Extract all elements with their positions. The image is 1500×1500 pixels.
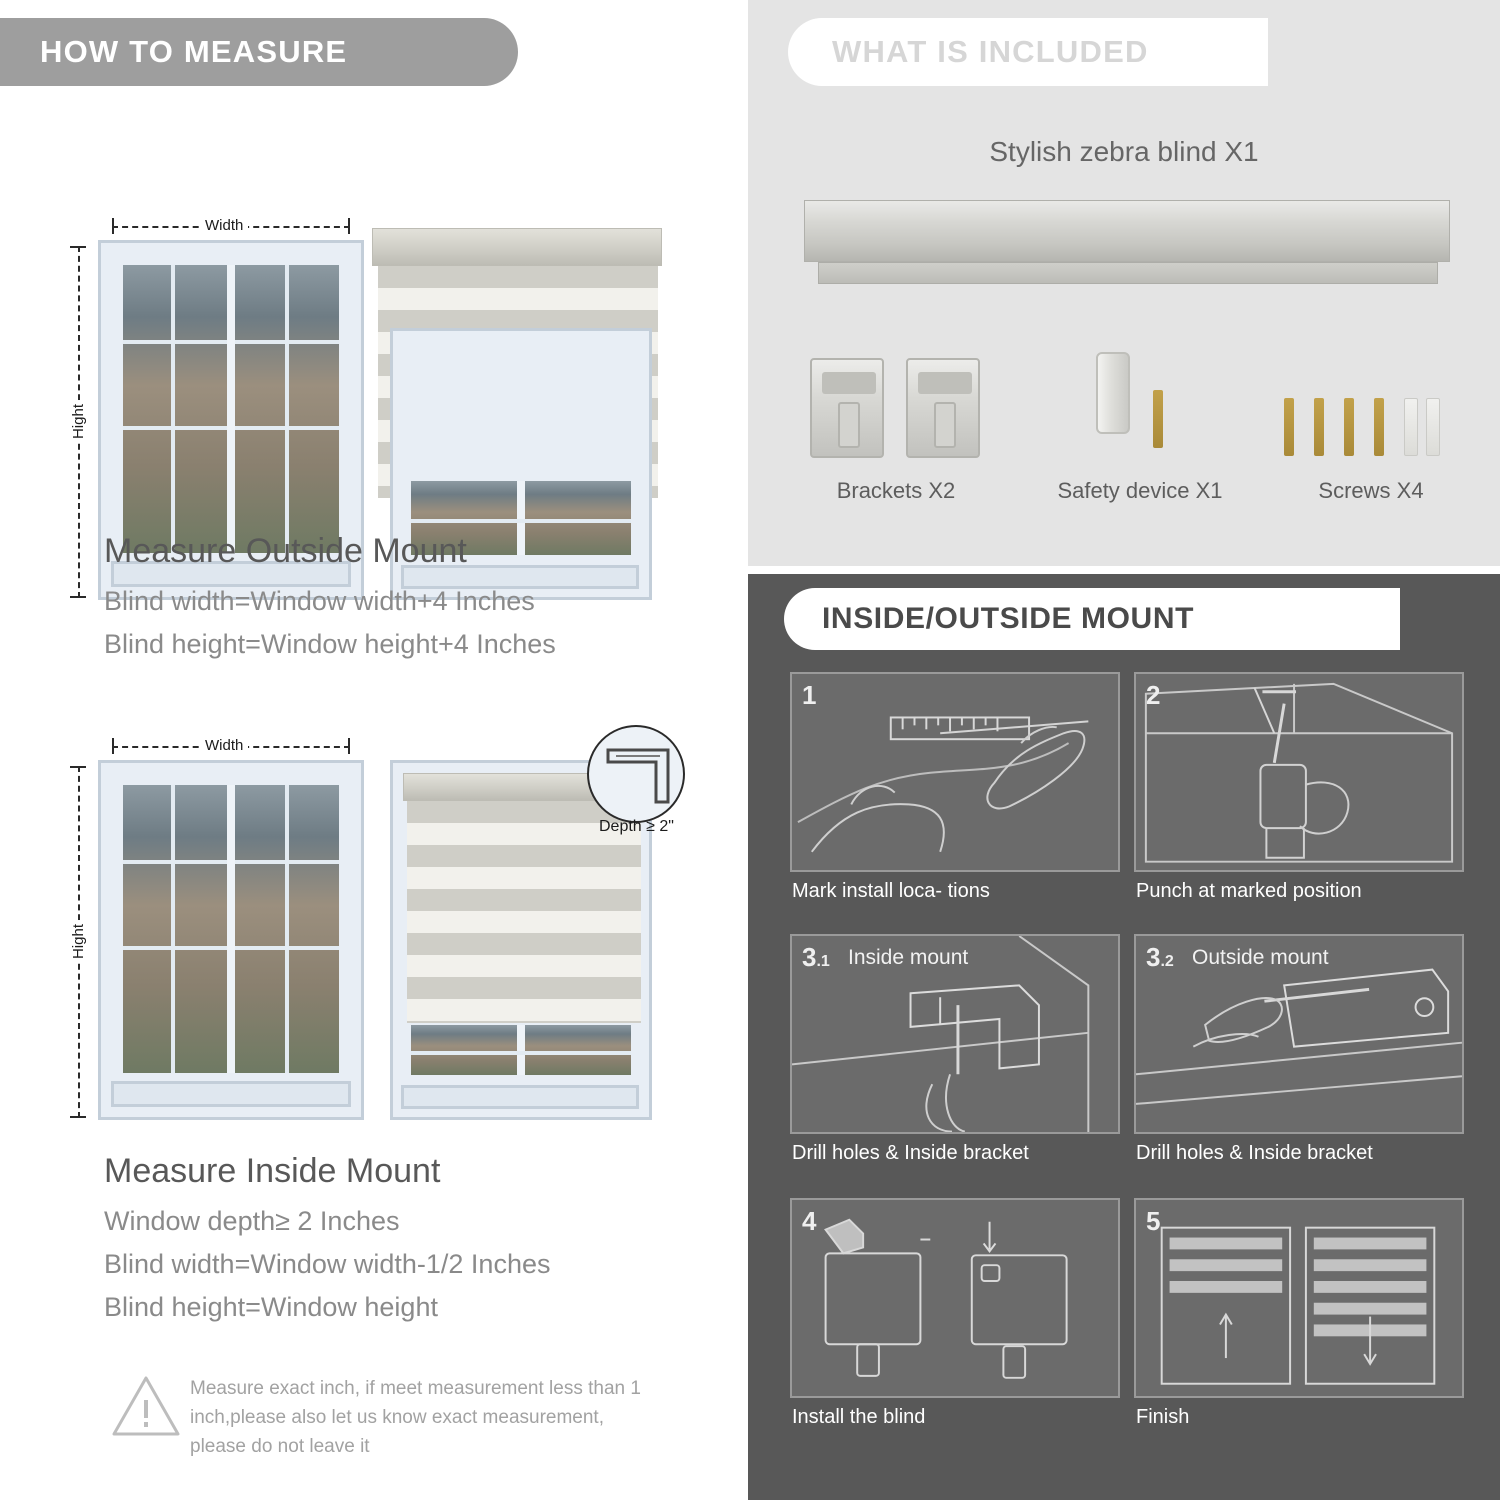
what-is-included-panel <box>748 0 1500 566</box>
mount-banner-label: INSIDE/OUTSIDE MOUNT <box>822 602 1195 635</box>
window-inside-sill <box>111 1081 351 1107</box>
outside-mount-illustration <box>0 100 740 520</box>
safety-device-label: Safety device X1 <box>1057 478 1223 503</box>
outside-blind-headrail <box>372 228 662 266</box>
safety-device-part <box>1096 352 1130 434</box>
step-2-sketch-icon <box>1136 674 1462 872</box>
mount-steps-panel <box>748 574 1500 1500</box>
inside-width-tick-right <box>348 738 350 754</box>
step-3-1-number: 3.1 <box>802 942 830 972</box>
outside-width-tick-left <box>112 218 114 234</box>
step-card-2 <box>1134 672 1464 872</box>
warning-triangle-icon <box>110 1370 182 1442</box>
safety-screw-part <box>1153 390 1163 448</box>
step-3-1-inline-label: Inside mount <box>848 946 969 969</box>
step-3-2-number: 3.2 <box>1146 942 1174 972</box>
inside-mount-line-2: Blind width=Window width-1/2 Inches <box>104 1249 551 1279</box>
outside-mount-title: Measure Outside Mount <box>104 532 467 570</box>
what-is-included-banner-label: WHAT IS INCLUDED <box>832 34 1149 69</box>
screw-part-2 <box>1314 398 1324 456</box>
inside-depth-label: Depth ≥ 2" <box>599 818 674 835</box>
outside-width-tick-right <box>348 218 350 234</box>
zebra-blind-rail <box>804 200 1450 262</box>
step-1-number: 1 <box>802 680 817 710</box>
inside-width-tick-left <box>112 738 114 754</box>
anchor-part-1 <box>1404 398 1418 456</box>
step-4-number: 4 <box>802 1206 817 1236</box>
step-card-3-2 <box>1134 934 1464 1134</box>
zebra-blind-rail-lip <box>818 262 1438 284</box>
step-card-3-1 <box>790 934 1120 1134</box>
step-card-4 <box>790 1198 1120 1398</box>
step-5-number: 5 <box>1146 1206 1161 1236</box>
brackets-label: Brackets X2 <box>836 478 956 503</box>
included-headline: Stylish zebra blind X1 <box>989 136 1259 167</box>
outside-width-label: Width <box>200 217 248 234</box>
inside-height-tick-bottom <box>70 1116 86 1118</box>
step-card-1 <box>790 672 1120 872</box>
anchor-part-2 <box>1426 398 1440 456</box>
step-5-caption: Finish <box>1136 1406 1190 1428</box>
how-to-measure-banner-label: HOW TO MEASURE <box>40 34 348 69</box>
how-to-measure-column <box>0 0 740 1500</box>
step-1-sketch-icon <box>792 674 1118 872</box>
step-4-sketch-icon <box>792 1200 1118 1398</box>
step-4-caption: Install the blind <box>792 1406 926 1428</box>
window-inside-glass <box>123 785 339 1073</box>
outside-height-tick-top <box>70 246 86 248</box>
step-2-number: 2 <box>1146 680 1161 710</box>
outside-height-tick-bottom <box>70 596 86 598</box>
step-3-2-inline-label: Outside mount <box>1192 946 1329 969</box>
window-inside-mounted-glass <box>411 1025 631 1075</box>
inside-mount-title: Measure Inside Mount <box>104 1152 441 1190</box>
bracket-part-1 <box>810 358 884 458</box>
window-inside-frame <box>98 760 364 1120</box>
step-5-sketch-icon <box>1136 1200 1462 1398</box>
step-3-2-caption: Drill holes & Inside bracket <box>1136 1142 1373 1164</box>
screw-part-4 <box>1374 398 1384 456</box>
screw-part-3 <box>1344 398 1354 456</box>
window-inside-mounted-sill <box>401 1085 639 1109</box>
outside-mount-line-2: Blind height=Window height+4 Inches <box>104 629 556 659</box>
warning-text: Measure exact inch, if meet measurement less than 1 inch,please also let us know exact measurement, please do not leave it <box>190 1378 641 1457</box>
outside-height-label: Hight <box>70 400 87 443</box>
step-2-caption: Punch at marked position <box>1136 880 1362 902</box>
step-1-caption: Mark install loca- tions <box>792 880 990 902</box>
inside-height-label: Hight <box>70 920 87 963</box>
inside-width-label: Width <box>200 737 248 754</box>
how-to-measure-banner <box>0 18 518 86</box>
window-outside-glass <box>123 265 339 553</box>
what-is-included-banner <box>788 18 1268 86</box>
inside-mount-illustration <box>0 720 740 1140</box>
screws-label: Screws X4 <box>1318 478 1424 503</box>
bracket-part-2 <box>906 358 980 458</box>
screw-part-1 <box>1284 398 1294 456</box>
inside-mount-line-1: Window depth≥ 2 Inches <box>104 1206 400 1236</box>
outside-mount-line-1: Blind width=Window width+4 Inches <box>104 586 535 616</box>
step-card-5 <box>1134 1198 1464 1398</box>
step-3-1-caption: Drill holes & Inside bracket <box>792 1142 1029 1164</box>
mount-banner <box>784 588 1400 650</box>
inside-mount-line-3: Blind height=Window height <box>104 1292 438 1322</box>
inside-height-tick-top <box>70 766 86 768</box>
